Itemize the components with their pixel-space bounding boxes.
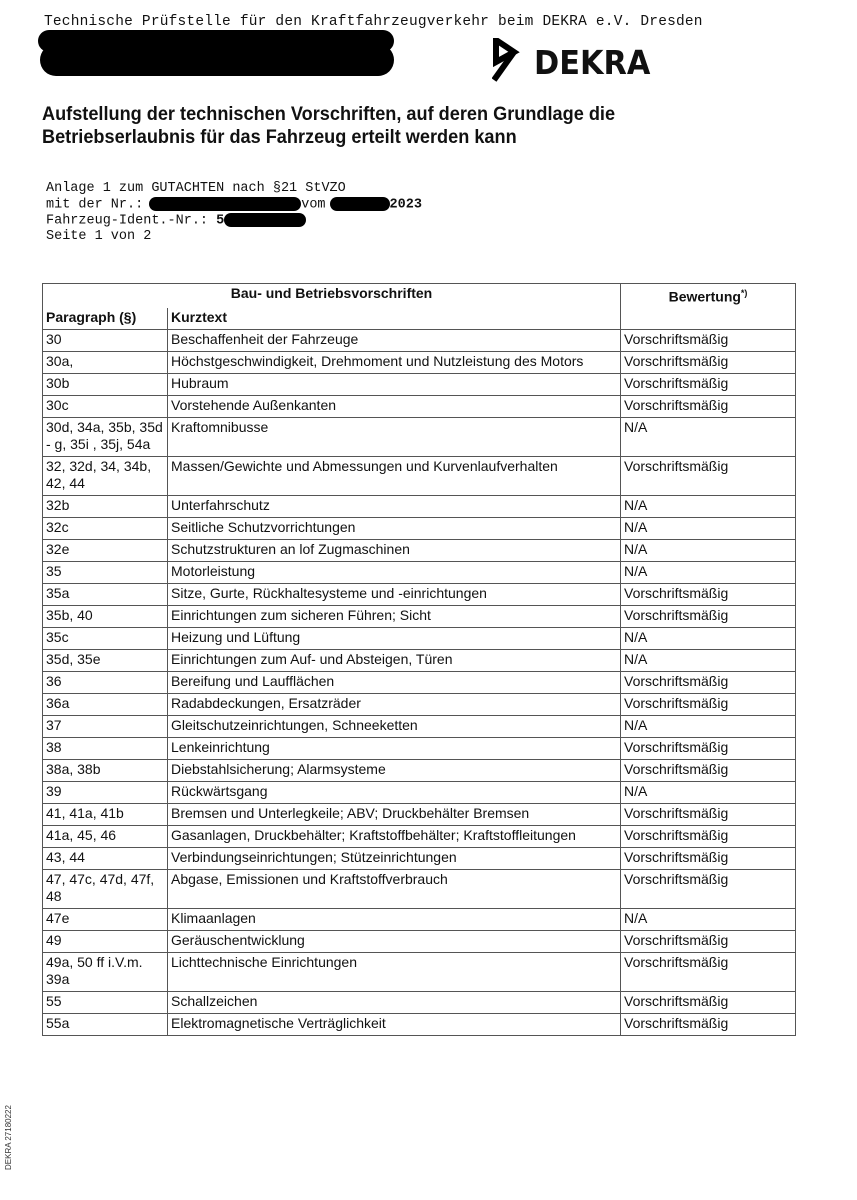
table-row xyxy=(43,628,796,650)
kurztext-cell: Heizung und Lüftung xyxy=(168,628,621,650)
kurztext-cell: Schutzstrukturen an lof Zugmaschinen xyxy=(168,540,621,562)
paragraph-cell: 41, 41a, 41b xyxy=(43,804,168,826)
paragraph-cell: 35c xyxy=(43,628,168,650)
redaction-block xyxy=(224,213,306,227)
paragraph-cell: 30c xyxy=(43,396,168,418)
rating-cell: Vorschriftsmäßig xyxy=(621,396,796,418)
table-row xyxy=(43,992,796,1014)
paragraph-cell: 41a, 45, 46 xyxy=(43,826,168,848)
kurztext-cell: Radabdeckungen, Ersatzräder xyxy=(168,694,621,716)
col-paragraph-header: Paragraph (§) xyxy=(43,308,168,330)
rating-cell: N/A xyxy=(621,782,796,804)
paragraph-cell: 32c xyxy=(43,518,168,540)
table-row xyxy=(43,672,796,694)
paragraph-cell: 35 xyxy=(43,562,168,584)
paragraph-cell: 55 xyxy=(43,992,168,1014)
meta-year: 2023 xyxy=(389,197,422,213)
paragraph-cell: 36 xyxy=(43,672,168,694)
rating-cell: N/A xyxy=(621,562,796,584)
rating-cell: Vorschriftsmäßig xyxy=(621,848,796,870)
meta-number-line xyxy=(46,197,422,213)
kurztext-cell: Sitze, Gurte, Rückhaltesysteme und -einrichtungen xyxy=(168,584,621,606)
kurztext-cell: Verbindungseinrichtungen; Stützeinrichtungen xyxy=(168,848,621,870)
rating-cell: Vorschriftsmäßig xyxy=(621,694,796,716)
meta-vin-line xyxy=(46,213,422,229)
kurztext-cell: Unterfahrschutz xyxy=(168,496,621,518)
meta-vin-label: Fahrzeug-Ident.-Nr.: xyxy=(46,213,209,229)
kurztext-cell: Gleitschutzeinrichtungen, Schneeketten xyxy=(168,716,621,738)
rating-header-label: Bewertung xyxy=(668,288,741,305)
rating-cell: Vorschriftsmäßig xyxy=(621,584,796,606)
rating-cell: Vorschriftsmäßig xyxy=(621,870,796,909)
rating-cell: Vorschriftsmäßig xyxy=(621,931,796,953)
table-row xyxy=(43,518,796,540)
kurztext-cell: Lenkeinrichtung xyxy=(168,738,621,760)
kurztext-cell: Diebstahlsicherung; Alarmsysteme xyxy=(168,760,621,782)
paragraph-cell: 55a xyxy=(43,1014,168,1036)
paragraph-cell: 38 xyxy=(43,738,168,760)
table-row xyxy=(43,330,796,352)
paragraph-cell: 49a, 50 ff i.V.m. 39a xyxy=(43,953,168,992)
paragraph-cell: 49 xyxy=(43,931,168,953)
col-kurztext-header: Kurztext xyxy=(168,308,621,330)
table-row xyxy=(43,650,796,672)
kurztext-cell: Klimaanlagen xyxy=(168,909,621,931)
kurztext-cell: Höchstgeschwindigkeit, Drehmoment und Nutzleistung des Motors xyxy=(168,352,621,374)
rating-cell: Vorschriftsmäßig xyxy=(621,352,796,374)
paragraph-cell: 35a xyxy=(43,584,168,606)
kurztext-cell: Bremsen und Unterlegkeile; ABV; Druckbehälter Bremsen xyxy=(168,804,621,826)
paragraph-cell: 32, 32d, 34, 34b, 42, 44 xyxy=(43,457,168,496)
kurztext-cell: Massen/Gewichte und Abmessungen und Kurvenlaufverhalten xyxy=(168,457,621,496)
redaction-block xyxy=(149,197,301,211)
title-line-1: Aufstellung der technischen Vorschriften, auf deren Grundlage die xyxy=(42,103,616,125)
table-row xyxy=(43,760,796,782)
paragraph-cell: 30 xyxy=(43,330,168,352)
rating-cell: Vorschriftsmäßig xyxy=(621,992,796,1014)
table-row xyxy=(43,352,796,374)
dekra-arrow-icon xyxy=(492,38,528,87)
paragraph-cell: 30d, 34a, 35b, 35d - g, 35i , 35j, 54a xyxy=(43,418,168,457)
table-row xyxy=(43,909,796,931)
paragraph-cell: 32b xyxy=(43,496,168,518)
regulations-table xyxy=(42,283,796,1036)
rating-cell: N/A xyxy=(621,496,796,518)
paragraph-cell: 32e xyxy=(43,540,168,562)
kurztext-cell: Geräuschentwicklung xyxy=(168,931,621,953)
rating-cell: Vorschriftsmäßig xyxy=(621,457,796,496)
table-row xyxy=(43,1014,796,1036)
kurztext-cell: Motorleistung xyxy=(168,562,621,584)
kurztext-cell: Abgase, Emissionen und Kraftstoffverbrauch xyxy=(168,870,621,909)
paragraph-cell: 36a xyxy=(43,694,168,716)
kurztext-cell: Elektromagnetische Verträglichkeit xyxy=(168,1014,621,1036)
rating-cell: Vorschriftsmäßig xyxy=(621,672,796,694)
org-line: Technische Prüfstelle für den Kraftfahrzeugverkehr beim DEKRA e.V. Dresden xyxy=(44,14,703,30)
dekra-logo xyxy=(492,38,660,87)
rating-cell: N/A xyxy=(621,650,796,672)
rating-cell: Vorschriftsmäßig xyxy=(621,374,796,396)
paragraph-cell: 35d, 35e xyxy=(43,650,168,672)
table-row xyxy=(43,931,796,953)
rating-cell: Vorschriftsmäßig xyxy=(621,330,796,352)
meta-annex-line: Anlage 1 zum GUTACHTEN nach §21 StVZO xyxy=(46,181,346,196)
form-code: DEKRA 27180222 xyxy=(4,1105,13,1170)
paragraph-cell: 39 xyxy=(43,782,168,804)
table-row xyxy=(43,804,796,826)
kurztext-cell: Einrichtungen zum Auf- und Absteigen, Türen xyxy=(168,650,621,672)
redaction-block xyxy=(40,44,394,76)
table-row xyxy=(43,418,796,457)
kurztext-cell: Schallzeichen xyxy=(168,992,621,1014)
rating-cell: Vorschriftsmäßig xyxy=(621,804,796,826)
kurztext-cell: Kraftomnibusse xyxy=(168,418,621,457)
rating-cell: N/A xyxy=(621,716,796,738)
table-header-row xyxy=(43,284,796,309)
group-header: Bau- und Betriebsvorschriften xyxy=(43,284,621,309)
rating-cell: Vorschriftsmäßig xyxy=(621,1014,796,1036)
meta-vin-prefix: 5 xyxy=(216,213,225,229)
kurztext-cell: Vorstehende Außenkanten xyxy=(168,396,621,418)
table-row xyxy=(43,457,796,496)
document-meta xyxy=(46,181,422,244)
table-row xyxy=(43,848,796,870)
meta-vom-label: vom xyxy=(301,197,326,213)
logo-text: DEKRA xyxy=(534,43,651,82)
paragraph-cell: 37 xyxy=(43,716,168,738)
rating-cell: N/A xyxy=(621,540,796,562)
table-row xyxy=(43,716,796,738)
table-row xyxy=(43,374,796,396)
kurztext-cell: Hubraum xyxy=(168,374,621,396)
paragraph-cell: 47e xyxy=(43,909,168,931)
table-row xyxy=(43,953,796,992)
rating-header xyxy=(621,284,796,330)
table-row xyxy=(43,396,796,418)
kurztext-cell: Rückwärtsgang xyxy=(168,782,621,804)
kurztext-cell: Lichttechnische Einrichtungen xyxy=(168,953,621,992)
rating-cell: N/A xyxy=(621,518,796,540)
table-row xyxy=(43,584,796,606)
table-row xyxy=(43,496,796,518)
table-row xyxy=(43,782,796,804)
table-row xyxy=(43,870,796,909)
rating-cell: Vorschriftsmäßig xyxy=(621,738,796,760)
kurztext-cell: Gasanlagen, Druckbehälter; Kraftstoffbehälter; Kraftstoffleitungen xyxy=(168,826,621,848)
rating-footnote-mark: *) xyxy=(740,288,748,298)
kurztext-cell: Beschaffenheit der Fahrzeuge xyxy=(168,330,621,352)
paragraph-cell: 35b, 40 xyxy=(43,606,168,628)
rating-cell: Vorschriftsmäßig xyxy=(621,606,796,628)
rating-cell: N/A xyxy=(621,909,796,931)
title-line-2: Betriebserlaubnis für das Fahrzeug erteilt werden kann xyxy=(42,126,517,148)
rating-cell: Vorschriftsmäßig xyxy=(621,760,796,782)
page-title xyxy=(42,103,749,149)
table-row xyxy=(43,694,796,716)
rating-cell: Vorschriftsmäßig xyxy=(621,953,796,992)
paragraph-cell: 47, 47c, 47d, 47f, 48 xyxy=(43,870,168,909)
meta-number-label: mit der Nr.: xyxy=(46,197,144,213)
table-row xyxy=(43,738,796,760)
paragraph-cell: 30a, xyxy=(43,352,168,374)
redaction-block xyxy=(330,197,390,211)
kurztext-cell: Einrichtungen zum sicheren Führen; Sicht xyxy=(168,606,621,628)
meta-page-line: Seite 1 von 2 xyxy=(46,228,152,244)
paragraph-cell: 38a, 38b xyxy=(43,760,168,782)
rating-cell: N/A xyxy=(621,628,796,650)
paragraph-cell: 43, 44 xyxy=(43,848,168,870)
table-row xyxy=(43,606,796,628)
rating-cell: Vorschriftsmäßig xyxy=(621,826,796,848)
kurztext-cell: Seitliche Schutzvorrichtungen xyxy=(168,518,621,540)
table-row xyxy=(43,562,796,584)
kurztext-cell: Bereifung und Laufflächen xyxy=(168,672,621,694)
rating-cell: N/A xyxy=(621,418,796,457)
paragraph-cell: 30b xyxy=(43,374,168,396)
table-row xyxy=(43,540,796,562)
table-row xyxy=(43,826,796,848)
